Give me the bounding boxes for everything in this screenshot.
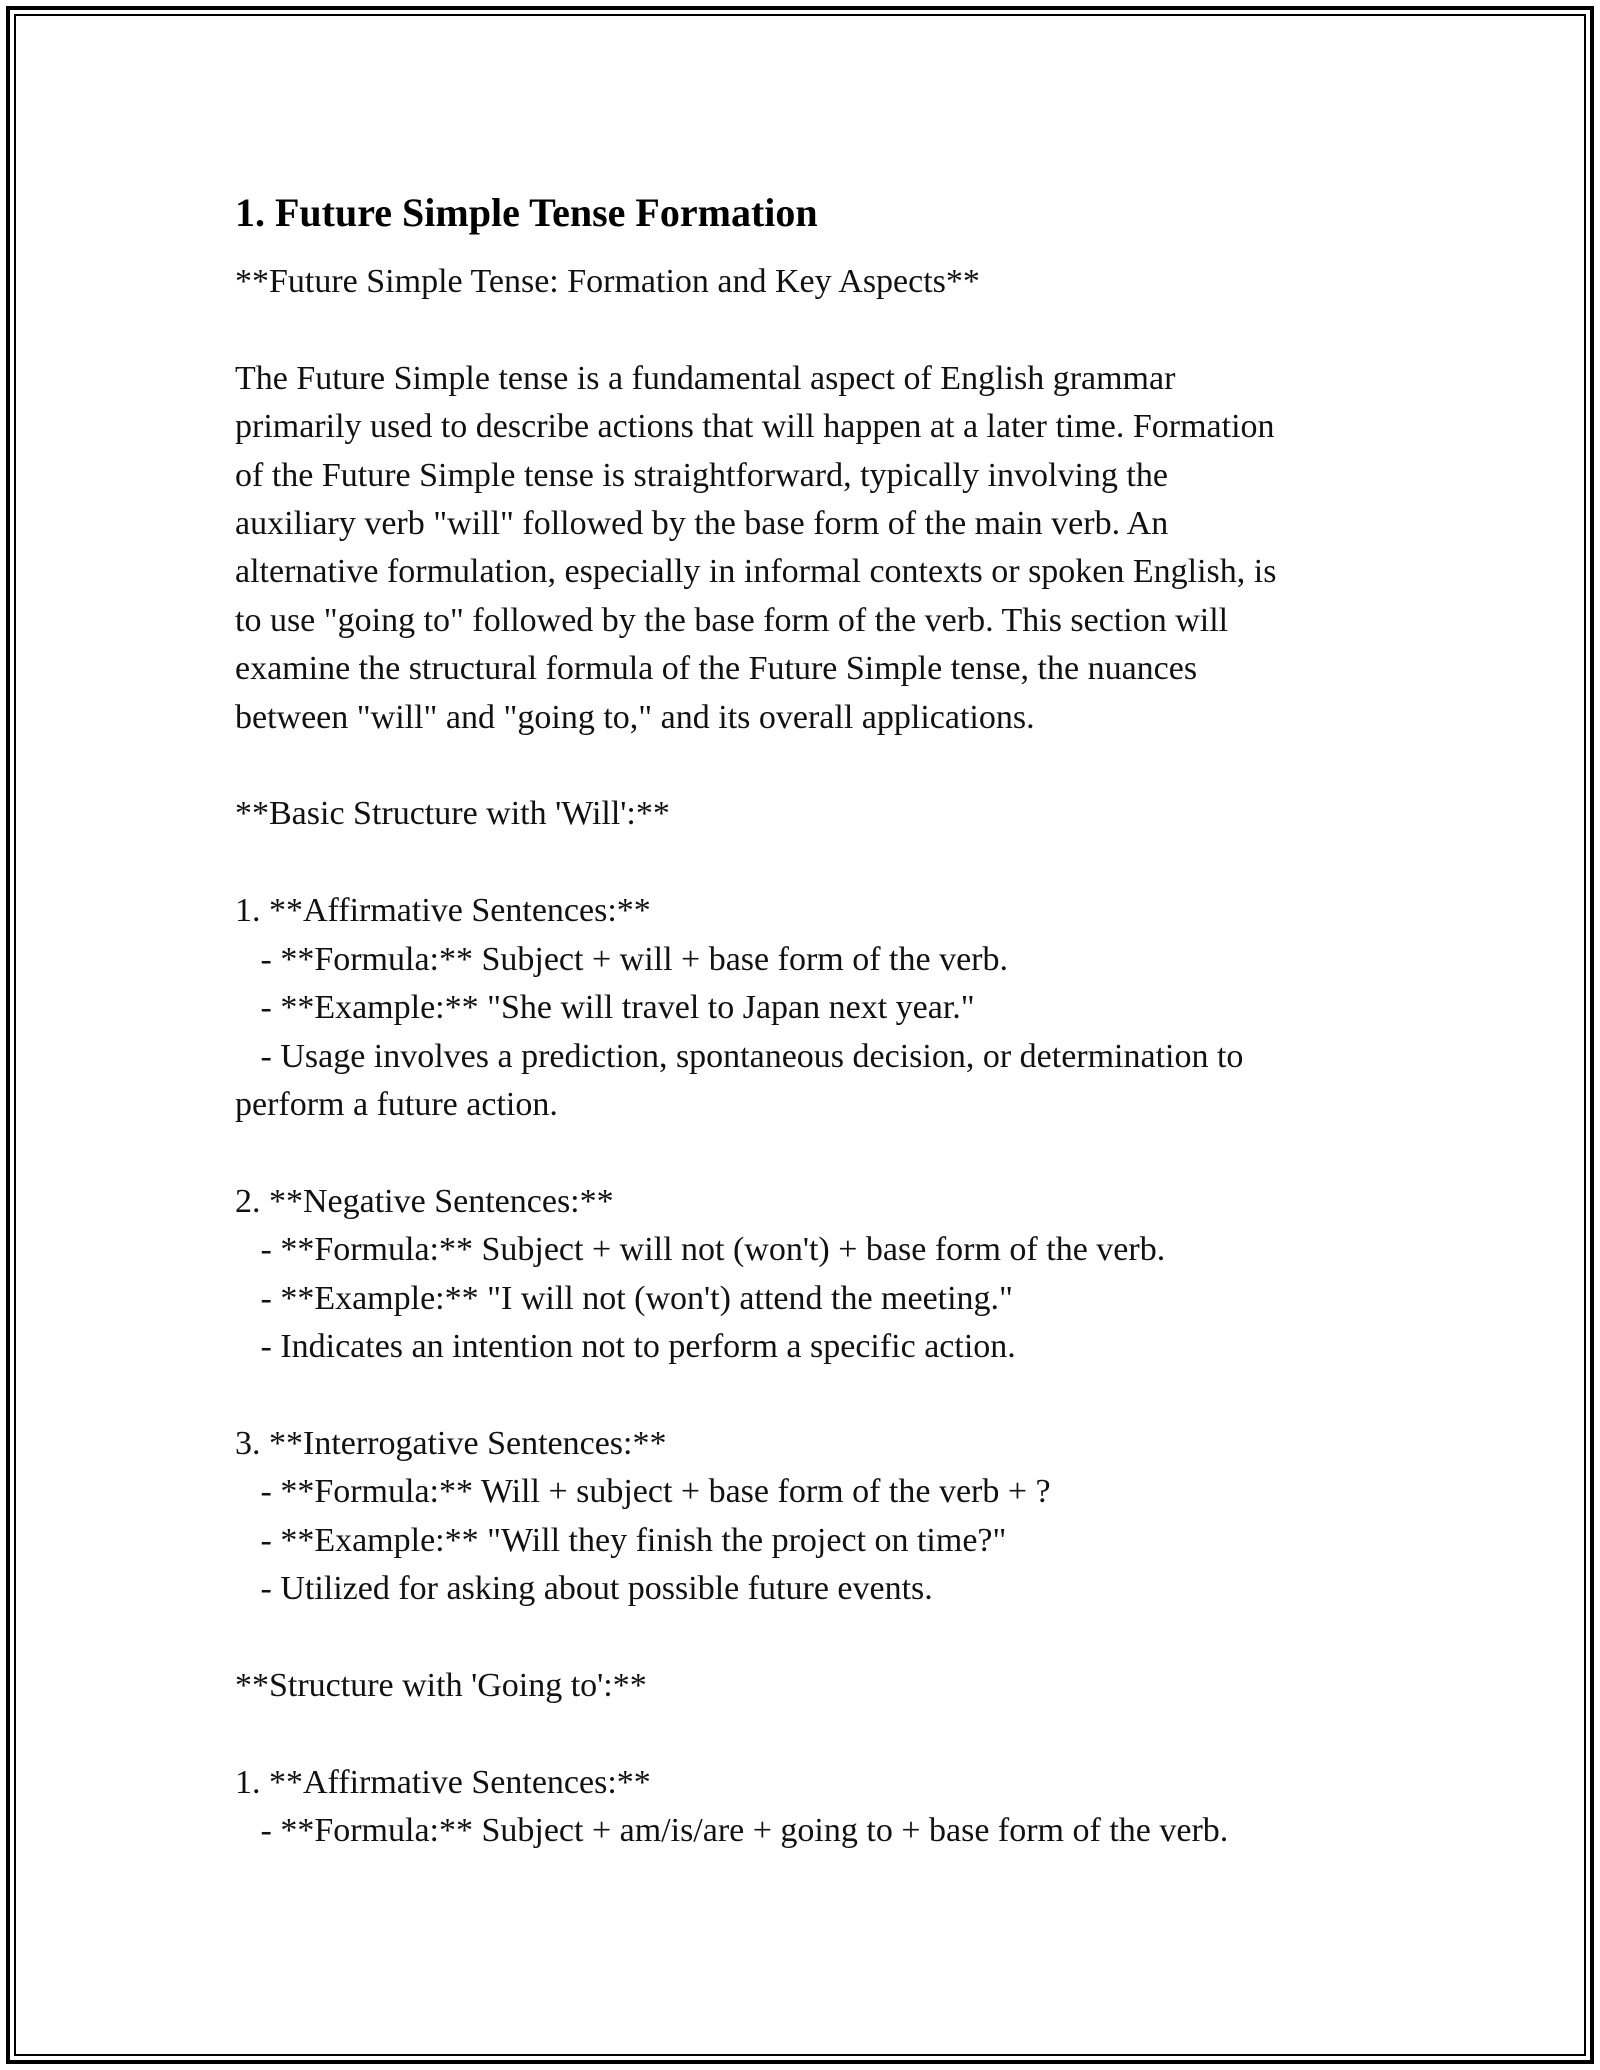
section-title: 1. Future Simple Tense Formation <box>235 190 818 235</box>
document-body: **Future Simple Tense: Formation and Key Aspects** The Future Simple tense is a fundamental aspect of English grammar primarily used to describe actions that will happen at a later time. Formation of the Future Simple tense is straightforward, typically involving the auxiliary verb "will" followed by the base form of the main verb. An alternative formulation, especially in informal contexts or spoken English, is to use "going to" followed by the base form of the verb. This section will examine the structural formula of the Future Simple tense, the nuances between "will" and "going to," and its overall applications. **Basic Structure with 'Will':** 1. **Affirmative Sentences:** - **Formula:** Subject + will + base form of the verb. - **Example:** "She will travel to Japan next year." - Usage involves a prediction, spontaneous decision, or determination to perform a future action. 2. **Negative Sentences:** - **Formula:** Subject + will not (won't) + base form of the verb. - **Example:** "I will not (won't) attend the meeting." - Indicates an intention not to perform a specific action. 3. **Interrogative Sentences:** - **Formula:** Will + subject + base form of the verb + ? - **Example:** "Will they finish the project on time?" - Utilized for asking about possible future events. **Structure with 'Going to':** 1. **Affirmative Sentences:** - **Formula:** Subject + am/is/are + going to + base form of the verb. <box>235 263 1277 1849</box>
document-content <box>235 188 1375 1855</box>
